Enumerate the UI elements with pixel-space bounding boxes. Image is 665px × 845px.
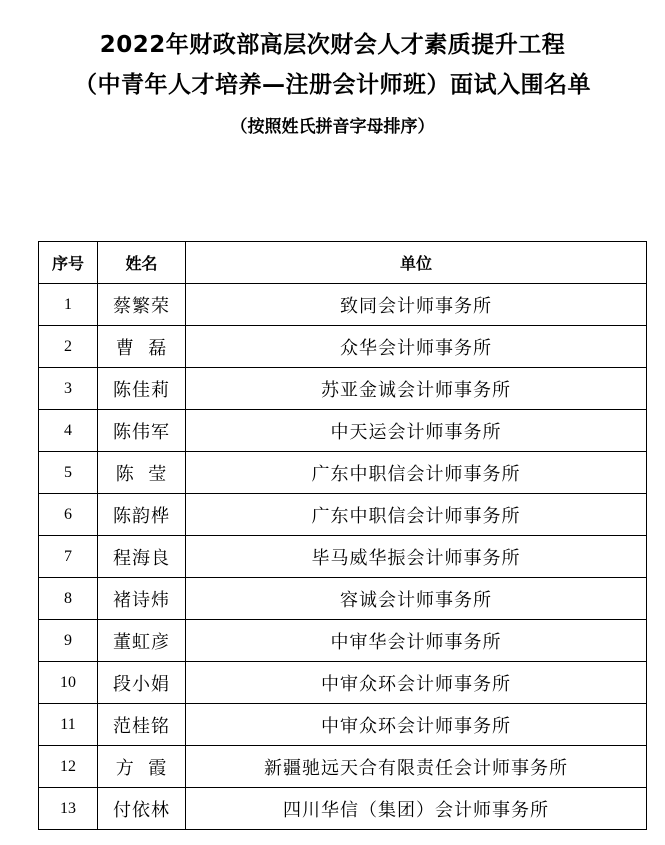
row-name: 方 霞 bbox=[98, 746, 186, 788]
row-unit: 中审众环会计师事务所 bbox=[186, 662, 647, 704]
row-name: 陈佳莉 bbox=[98, 368, 186, 410]
row-seq: 13 bbox=[39, 788, 98, 830]
table-row bbox=[39, 578, 647, 620]
table-row bbox=[39, 704, 647, 746]
table-row bbox=[39, 662, 647, 704]
candidate-table bbox=[38, 241, 647, 830]
column-header-seq: 序号 bbox=[39, 242, 98, 284]
row-unit: 广东中职信会计师事务所 bbox=[186, 452, 647, 494]
row-seq: 6 bbox=[39, 494, 98, 536]
row-seq: 2 bbox=[39, 326, 98, 368]
row-name: 陈 莹 bbox=[98, 452, 186, 494]
table-row bbox=[39, 746, 647, 788]
row-seq: 1 bbox=[39, 284, 98, 326]
row-seq: 12 bbox=[39, 746, 98, 788]
table-row bbox=[39, 452, 647, 494]
table-row bbox=[39, 326, 647, 368]
table-row bbox=[39, 536, 647, 578]
row-name: 陈伟军 bbox=[98, 410, 186, 452]
row-seq: 9 bbox=[39, 620, 98, 662]
row-seq: 11 bbox=[39, 704, 98, 746]
table-header-row bbox=[39, 242, 647, 284]
document-title-line2: （中青年人才培养—注册会计师班）面试入围名单 bbox=[74, 72, 591, 98]
table-row bbox=[39, 494, 647, 536]
column-header-unit: 单位 bbox=[186, 242, 647, 284]
row-unit: 中天运会计师事务所 bbox=[186, 410, 647, 452]
row-name: 付依林 bbox=[98, 788, 186, 830]
row-unit: 容诚会计师事务所 bbox=[186, 578, 647, 620]
row-name: 范桂铭 bbox=[98, 704, 186, 746]
row-name: 褚诗炜 bbox=[98, 578, 186, 620]
row-seq: 3 bbox=[39, 368, 98, 410]
document-title-line1: 2022年财政部高层次财会人才素质提升工程 bbox=[99, 32, 566, 58]
row-seq: 5 bbox=[39, 452, 98, 494]
column-header-name: 姓名 bbox=[98, 242, 186, 284]
row-unit: 新疆驰远天合有限责任会计师事务所 bbox=[186, 746, 647, 788]
table-row bbox=[39, 620, 647, 662]
row-seq: 4 bbox=[39, 410, 98, 452]
table-row bbox=[39, 788, 647, 830]
row-seq: 7 bbox=[39, 536, 98, 578]
row-name: 陈韵桦 bbox=[98, 494, 186, 536]
row-unit: 中审华会计师事务所 bbox=[186, 620, 647, 662]
row-unit: 致同会计师事务所 bbox=[186, 284, 647, 326]
row-unit: 毕马威华振会计师事务所 bbox=[186, 536, 647, 578]
row-unit: 四川华信（集团）会计师事务所 bbox=[186, 788, 647, 830]
row-unit: 中审众环会计师事务所 bbox=[186, 704, 647, 746]
row-seq: 8 bbox=[39, 578, 98, 620]
row-unit: 苏亚金诚会计师事务所 bbox=[186, 368, 647, 410]
table-row bbox=[39, 410, 647, 452]
row-unit: 众华会计师事务所 bbox=[186, 326, 647, 368]
row-unit: 广东中职信会计师事务所 bbox=[186, 494, 647, 536]
document-subtitle: （按照姓氏拼音字母排序） bbox=[230, 117, 435, 137]
row-name: 程海良 bbox=[98, 536, 186, 578]
table-row bbox=[39, 284, 647, 326]
row-name: 蔡繁荣 bbox=[98, 284, 186, 326]
table-row bbox=[39, 368, 647, 410]
row-name: 段小娟 bbox=[98, 662, 186, 704]
row-name: 曹 磊 bbox=[98, 326, 186, 368]
row-name: 董虹彦 bbox=[98, 620, 186, 662]
row-seq: 10 bbox=[39, 662, 98, 704]
